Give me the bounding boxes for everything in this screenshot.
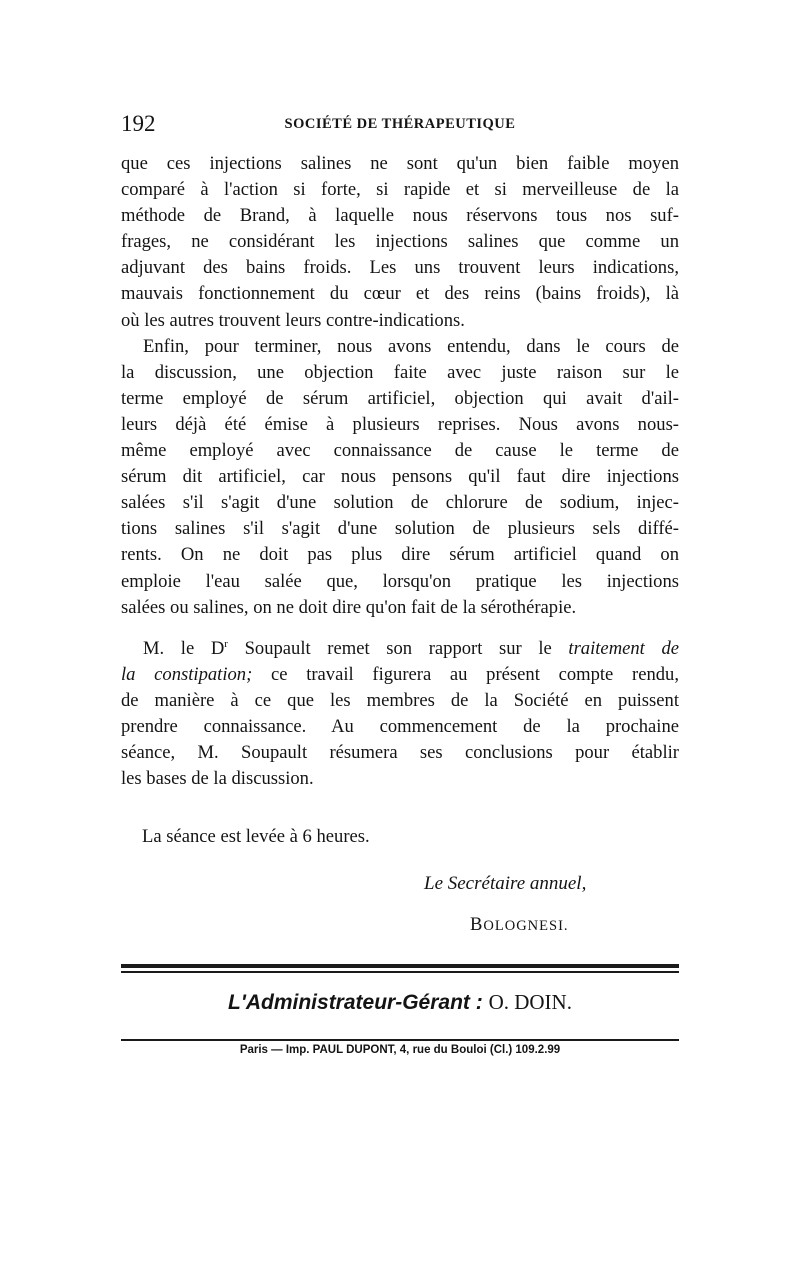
- signature-role: Le Secrétaire annuel,: [424, 873, 587, 894]
- publisher-name: O. DOIN.: [488, 990, 572, 1014]
- text-line: Enfin, pour terminer, nous avons entendu, dans le cours de: [143, 335, 679, 357]
- text-line: salées ou salines, on ne doit dire qu'on fait de la sérothérapie.: [121, 596, 577, 618]
- text-line: les bases de la discussion.: [121, 768, 314, 790]
- report-title-italic: traitement de: [568, 637, 680, 659]
- signature-initial: B: [470, 914, 484, 935]
- divider-bottom: [121, 1039, 679, 1041]
- report-text: ce travail figurera au présent compte rendu,: [252, 663, 679, 685]
- divider-thin: [121, 971, 679, 973]
- running-head: SOCIÉTÉ DE THÉRAPEUTIQUE: [284, 116, 516, 132]
- text-line: [121, 631, 679, 662]
- text-line: comparé à l'action si forte, si rapide et si merveilleuse de la: [121, 179, 679, 201]
- text-line: prendre connaissance. Au commencement de la prochaine: [121, 716, 679, 738]
- text-line: méthode de Brand, à laquelle nous réservons tous nos suf-: [121, 205, 679, 227]
- publisher-role: L'Administrateur-Gérant :: [228, 991, 483, 1014]
- text-line: mauvais fonctionnement du cœur et des reins (bains froids), là: [121, 283, 679, 305]
- text-line: même employé avec connaissance de cause le terme de: [121, 440, 679, 462]
- text-line: emploie l'eau salée que, lorsqu'on pratique les injections: [121, 570, 679, 592]
- text-line: terme employé de sérum artificiel, objection qui avait d'ail-: [121, 387, 679, 409]
- publisher-line: [121, 990, 679, 1015]
- divider-thick: [121, 964, 679, 968]
- doctor-abbrev-superscript: r: [224, 637, 228, 650]
- report-text: Soupault remet son rapport sur le: [227, 637, 569, 659]
- report-title-italic: la constipation;: [121, 663, 253, 685]
- signature-name: [470, 914, 569, 936]
- text-line: adjuvant des bains froids. Les uns trouvent leurs indications,: [121, 257, 679, 279]
- text-line: sérum dit artificiel, car nous pensons qu'il faut dire injections: [121, 466, 679, 488]
- report-text: M. le D: [143, 637, 225, 659]
- paragraph-continuation: [121, 151, 679, 334]
- paragraph-report: [121, 631, 679, 793]
- text-line: leurs déjà été émise à plusieurs reprises. Nous avons nous-: [121, 413, 679, 435]
- printer-imprint: Paris — Imp. PAUL DUPONT, 4, rue du Bouloi (Cl.) 109.2.99: [239, 1044, 561, 1056]
- body-text: [121, 151, 679, 792]
- text-line: frages, ne considérant les injections salines que comme un: [121, 231, 679, 253]
- text-line: rents. On ne doit pas plus dire sérum artificiel quand on: [121, 544, 679, 566]
- text-line: salées s'il s'agit d'une solution de chlorure de sodium, injec-: [121, 492, 679, 514]
- text-line: où les autres trouvent leurs contre-indications.: [121, 309, 465, 331]
- text-line: que ces injections salines ne sont qu'un bien faible moyen: [121, 153, 679, 174]
- text-line: la discussion, une objection faite avec juste raison sur le: [121, 361, 679, 383]
- text-line: tions salines s'il s'agit d'une solution de plusieurs sels diffé-: [121, 518, 679, 540]
- signature-rest: OLOGNESI.: [483, 918, 569, 934]
- closing-line: La séance est levée à 6 heures.: [142, 826, 370, 847]
- text-line: [121, 662, 679, 688]
- page-number: 192: [121, 111, 156, 136]
- paragraph-conclusion: [121, 334, 679, 621]
- text-line: séance, M. Soupault résumera ses conclusions pour établir: [121, 742, 679, 764]
- page-header: [121, 111, 679, 141]
- text-line: de manière à ce que les membres de la Société en puissent: [121, 690, 679, 712]
